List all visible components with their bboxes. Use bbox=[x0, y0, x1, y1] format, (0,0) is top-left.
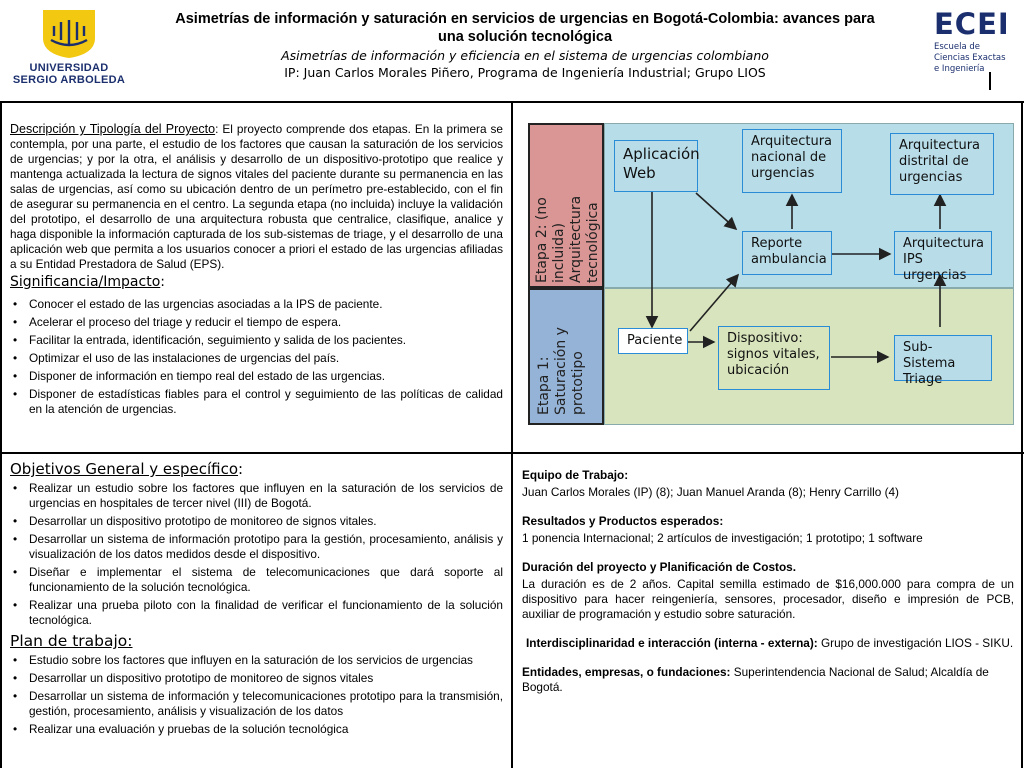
description-text: El proyecto comprende dos etapas. En la primera se contempla, por una parte, el estudio de los factores que causan la saturación de los servicios de urgencias; y por la otra, el análisis y desarrollo de un dispositivo-prototipo que realice y mantenga actualizada la lectura de signos vitales del paciente durante su permanencia en las salas de urgencias, así como su ubicación dentro de un perímetro pre-establecido, con el fin de asegurar su permanencia en el centro. La segunda etapa (no incluida) incluye la validación del prototipo, el desarrollo de una arquitectura robusta que centralice, clasifique, analice y haga disponible la información capturada de los sub-sistemas de triage, y el desarrollo de una aplicación web que permita a los usuarios conocer a priori el estado de las urgencias afiliadas a su Entidad Prestadora de Salud (EPS). bbox=[10, 122, 503, 271]
description-paragraph: Descripción y Tipología del Proyecto: El proyecto comprende dos etapas. En la primera se contempla, por una parte, el estudio de los factores que causan la saturación de los servicios de urgencias; y por la otra, el análisis y desarrollo de un dispositivo-prototipo que realice y mantenga actualizada la lectura de signos vitales del paciente durante su permanencia en las salas de urgencias, así como su ubicación dentro de un perímetro pre-establecido, con el fin de asegurar su permanencia en el centro. La segunda etapa (no incluida) incluye la validación del prototipo, el desarrollo de una arquitectura robusta que centralice, clasifique, analice y haga disponible la información capturada de los sub-sistemas de triage, y el desarrollo de una aplicación web que permita a los usuarios conocer a priori el estado de las urgencias afiliadas a su Entidad Prestadora de Salud (EPS). bbox=[10, 122, 503, 271]
list-item: • Realizar una prueba piloto con la finalidad de verificar el funcionamiento de la solución tecnológica. bbox=[10, 598, 503, 628]
list-item: • Desarrollar un sistema de información y telecomunicaciones prototipo para la transmisión, gestión, procesamiento, análisis y visualización de los datos bbox=[10, 689, 503, 719]
entities-text: Superintendencia Nacional de Salud; Alcaldía de Bogotá. bbox=[522, 665, 989, 694]
node-arquitectura-nacional: Arquitectura nacional de urgencias bbox=[742, 129, 842, 193]
list-item: • Conocer el estado de las urgencias asociadas a la IPS de paciente. bbox=[10, 297, 503, 312]
list-item: • Desarrollar un dispositivo prototipo de monitoreo de signos vitales. bbox=[10, 514, 503, 529]
university-name-line2: SERGIO ARBOLEDA bbox=[12, 74, 126, 86]
poster-title-line1: Asimetrías de información y saturación en servicios de urgencias en Bogotá-Colombia: avances para bbox=[175, 11, 875, 27]
ecei-acronym: ECEI bbox=[934, 7, 1010, 41]
impact-list bbox=[10, 297, 503, 417]
node-paciente: Paciente bbox=[618, 328, 688, 354]
list-item: • Desarrollar un sistema de información prototipo para la gestión, procesamiento, análisis y visualización de los datos medidos desde el dispositivo. bbox=[10, 532, 503, 562]
team-heading: Equipo de Trabajo: bbox=[522, 468, 629, 482]
impact-heading: Significancia/Impacto bbox=[10, 274, 161, 290]
stage1-label: Etapa 1: Saturación y prototipo bbox=[536, 327, 586, 415]
ecei-line1: Escuela de bbox=[934, 42, 980, 52]
stage2-label: Etapa 2: (no incluida) Arquitectura tecnológica bbox=[534, 195, 601, 283]
team-text: Juan Carlos Morales (IP) (8); Juan Manuel Aranda (8); Henry Carrillo (4) bbox=[522, 485, 899, 499]
interdisciplinarity-text: Grupo de investigación LIOS - SIKU. bbox=[817, 636, 1014, 650]
list-item: • Realizar un estudio sobre los factores que influyen en la saturación de los servicios de urgencias en hospitales de tercer nivel (III) de Bogotá. bbox=[10, 481, 503, 511]
impact-heading-row: Significancia/Impacto: bbox=[10, 274, 165, 290]
shield-icon bbox=[39, 8, 99, 60]
interdisciplinarity bbox=[522, 636, 1014, 651]
node-reporte-ambulancia: Reporte ambulancia bbox=[742, 231, 832, 275]
list-item: • Acelerar el proceso del triage y reducir el tiempo de espera. bbox=[10, 315, 503, 330]
entities-heading: Entidades, empresas, o fundaciones: bbox=[522, 665, 731, 679]
node-subsistema-triage: Sub-Sistema Triage bbox=[894, 335, 992, 381]
objectives-list bbox=[10, 481, 503, 628]
list-item: • Facilitar la entrada, identificación, seguimiento y salida de los pacientes. bbox=[10, 333, 503, 348]
list-item: • Desarrollar un dispositivo prototipo de monitoreo de signos vitales bbox=[10, 671, 503, 686]
node-dispositivo: Dispositivo: signos vitales, ubicación bbox=[718, 326, 830, 390]
plan-list bbox=[10, 653, 503, 737]
ecei-line3: e Ingeniería bbox=[934, 64, 985, 74]
list-item: • Disponer de estadísticas fiables para el control y seguimiento de las políticas de calidad en la atención de urgencias. bbox=[10, 387, 503, 417]
arrow-paciente-to-reporte bbox=[690, 275, 738, 331]
duration-heading: Duración del proyecto y Planificación de Costos. bbox=[522, 560, 797, 574]
duration-text: La duración es de 2 años. Capital semilla estimado de $16,000.000 para compra de un dispositivo para hacer reingeniería, sensores, procesador, diseño e impresión de PCB, auxiliar de programación y estudio sobre saturación. bbox=[522, 577, 1014, 621]
results-text: 1 ponencia Internacional; 2 artículos de investigación; 1 prototipo; 1 software bbox=[522, 531, 923, 545]
text-cursor bbox=[989, 72, 991, 90]
university-logo bbox=[8, 6, 130, 90]
list-item: • Estudio sobre los factores que influyen en la saturación de los servicios de urgencias bbox=[10, 653, 503, 668]
list-item: • Optimizar el uso de las instalaciones de urgencias del país. bbox=[10, 351, 503, 366]
list-item: • Realizar una evaluación y pruebas de la solución tecnológica bbox=[10, 722, 503, 737]
interdisciplinarity-heading: Interdisciplinaridad e interacción (interna - externa): bbox=[526, 636, 818, 650]
objectives-heading-row: Objetivos General y específico: bbox=[10, 460, 244, 478]
node-arquitectura-ips: Arquitectura IPS urgencias bbox=[894, 231, 992, 275]
principal-investigator: IP: Juan Carlos Morales Piñero, Programa de Ingeniería Industrial; Grupo LIOS bbox=[284, 65, 766, 80]
results-heading: Resultados y Productos esperados: bbox=[522, 514, 724, 528]
arrow-app-to-reporte bbox=[696, 193, 736, 229]
poster-subtitle: Asimetrías de información y eficiencia en el sistema de urgencias colombiano bbox=[281, 48, 769, 63]
node-aplicacion-web: Aplicación Web bbox=[614, 140, 698, 192]
header-text bbox=[135, 10, 915, 81]
description-heading: Descripción y Tipología del Proyecto bbox=[10, 122, 216, 136]
objectives-panel bbox=[10, 460, 503, 737]
node-arquitectura-distrital: Arquitectura distrital de urgencias bbox=[890, 133, 994, 195]
architecture-diagram bbox=[528, 123, 1014, 425]
description-panel bbox=[10, 122, 503, 417]
plan-heading: Plan de trabajo: bbox=[10, 632, 133, 650]
header bbox=[0, 0, 1024, 100]
ecei-logo bbox=[934, 6, 1020, 94]
list-item: • Disponer de información en tiempo real del estado de las urgencias. bbox=[10, 369, 503, 384]
entities bbox=[522, 665, 1014, 695]
objectives-heading: Objetivos General y específico bbox=[10, 460, 239, 478]
divider-center bbox=[511, 101, 513, 768]
divider-right bbox=[1021, 101, 1023, 768]
ecei-line2: Ciencias Exactas bbox=[934, 53, 1006, 63]
poster-title-line2: una solución tecnológica bbox=[437, 29, 613, 45]
list-item: • Diseñar e implementar el sistema de telecomunicaciones que dará soporte al funcionamiento de la solución tecnológica. bbox=[10, 565, 503, 595]
project-info-panel bbox=[522, 468, 1014, 697]
university-name-line1: UNIVERSIDAD bbox=[29, 62, 109, 74]
divider-left bbox=[0, 101, 2, 768]
